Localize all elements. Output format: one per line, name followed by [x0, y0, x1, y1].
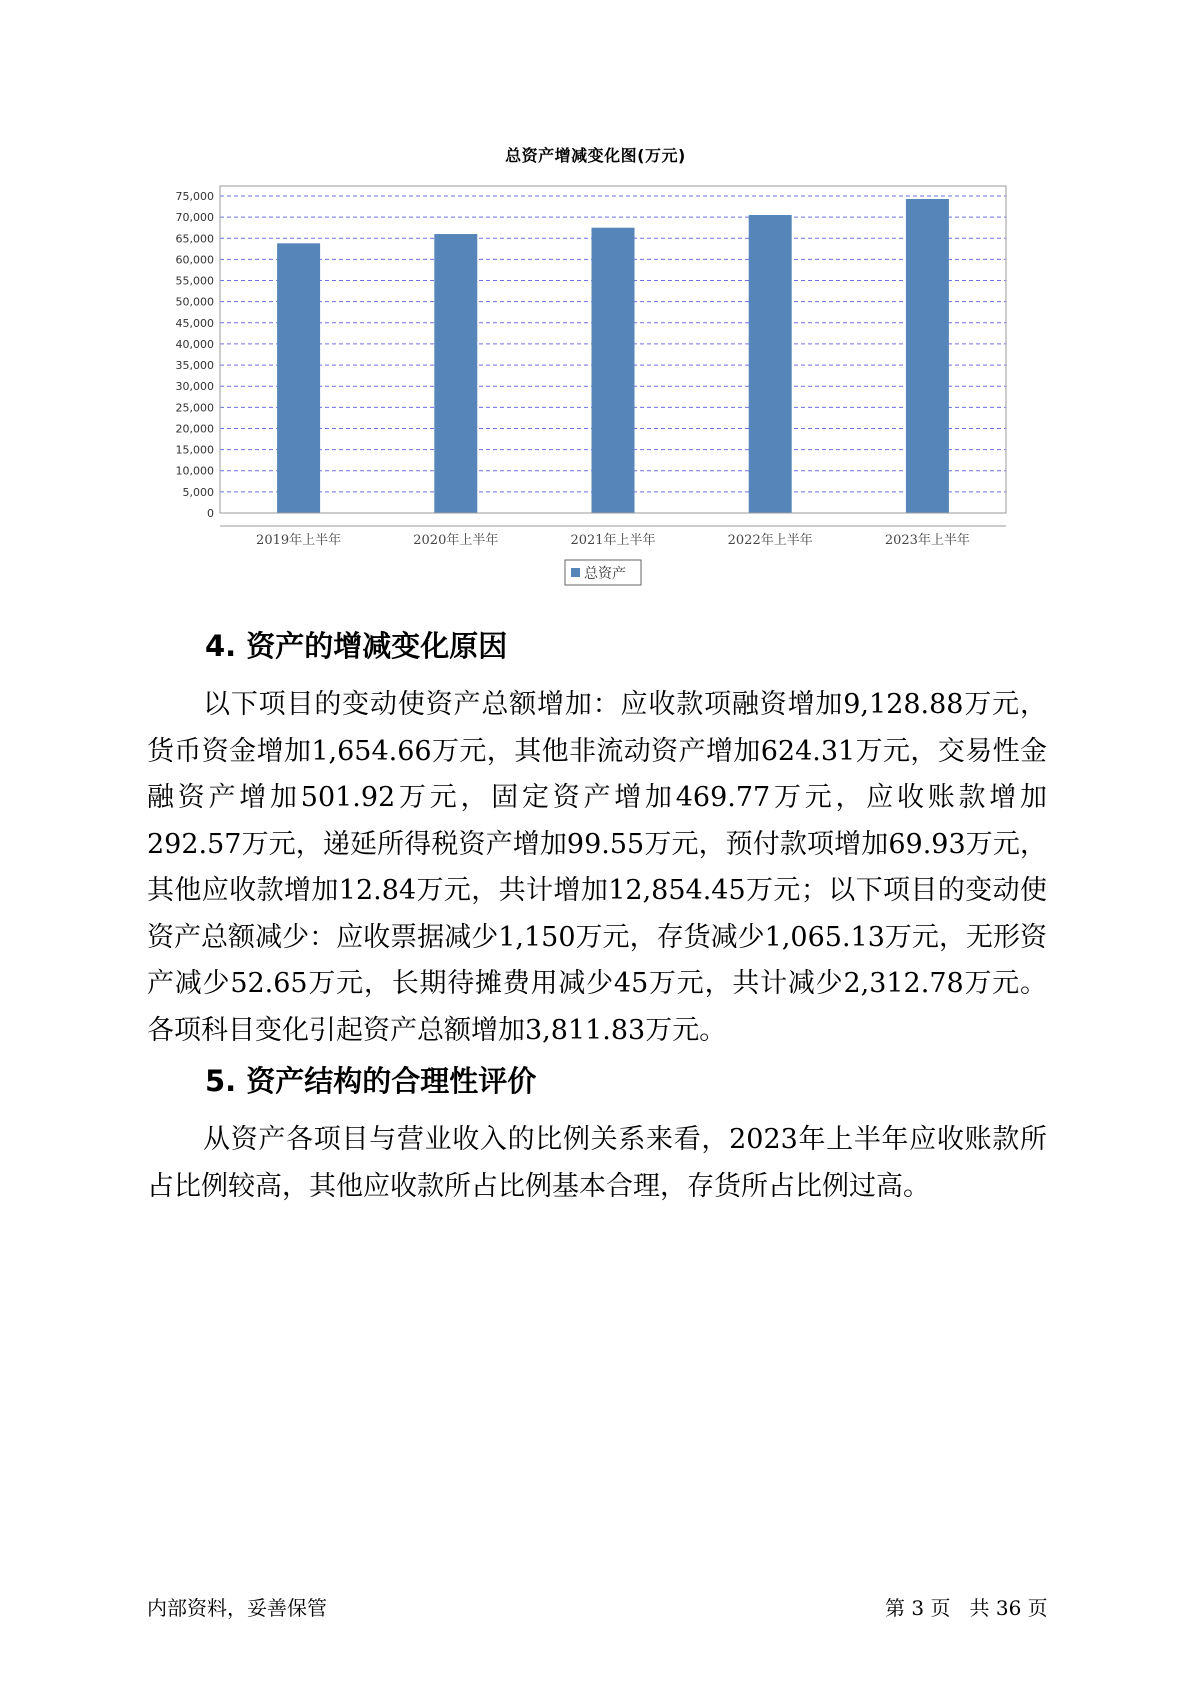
y-tick-label: 15,000 — [175, 443, 214, 457]
chart-legend — [565, 560, 641, 585]
y-tick-label: 35,000 — [175, 359, 214, 373]
y-tick-label: 70,000 — [175, 211, 214, 225]
bar — [906, 199, 949, 513]
footer-page-number: 第 3 页 共 36 页 — [885, 1596, 1048, 1620]
bar — [592, 228, 635, 513]
x-tick-label: 2021年上半年 — [570, 533, 656, 548]
y-tick-label: 55,000 — [175, 274, 214, 288]
y-tick-label: 5,000 — [182, 485, 214, 499]
y-tick-label: 10,000 — [175, 464, 214, 478]
y-tick-label: 45,000 — [175, 316, 214, 330]
x-tick-label: 2020年上半年 — [413, 533, 499, 548]
y-tick-label: 50,000 — [175, 295, 214, 309]
x-tick-label: 2023年上半年 — [884, 533, 970, 548]
legend-label: 总资产 — [584, 566, 626, 582]
y-tick-label: 60,000 — [175, 253, 214, 267]
footer-confidential-note: 内部资料，妥善保管 — [147, 1596, 327, 1620]
y-tick-label: 25,000 — [175, 401, 214, 415]
bar — [277, 243, 320, 513]
section-heading-4: 4. 资产的增减变化原因 — [205, 629, 508, 663]
bar — [749, 215, 792, 513]
chart-bars — [277, 199, 949, 513]
y-tick-label: 20,000 — [175, 422, 214, 436]
y-tick-label: 65,000 — [175, 232, 214, 246]
y-tick-label: 75,000 — [175, 190, 214, 203]
section-heading-5: 5. 资产结构的合理性评价 — [205, 1064, 537, 1098]
y-tick-label: 0 — [207, 507, 214, 520]
total-assets-bar-chart — [0, 0, 1191, 600]
section-paragraph-4: 以下项目的变动使资产总额增加：应收款项融资增加9,128.88万元，货币资金增加1,654.66万元，其他非流动资产增加624.31万元，交易性金融资产增加501.92万元，固定资产增加469.77万元，应收账款增加292.57万元，递延所得税资产增加99.55万元，预付款项增加69.93万元，其他应收款增加12.84万元，共计增加12,854.45万元；以下项目的变动使资产总额减少：应收票据减少1,150万元，存货减少1,065.13万元，无形资产减少52.65万元，长期待摊费用减少45万元，共计减少2,312.78万元。各项科目变化引起资产总额增加3,811.83万元。 — [147, 689, 1047, 1046]
y-tick-label: 30,000 — [175, 380, 214, 394]
bar — [434, 234, 477, 513]
y-tick-label: 40,000 — [175, 337, 214, 351]
x-tick-label: 2019年上半年 — [256, 533, 342, 548]
chart-title: 总资产增减变化图(万元) — [505, 146, 686, 165]
section-paragraph-5: 从资产各项目与营业收入的比例关系来看，2023年上半年应收账款所占比例较高，其他应收款所占比例基本合理，存货所占比例过高。 — [147, 1124, 1047, 1202]
x-tick-label: 2022年上半年 — [727, 533, 813, 548]
legend-swatch — [571, 568, 580, 577]
